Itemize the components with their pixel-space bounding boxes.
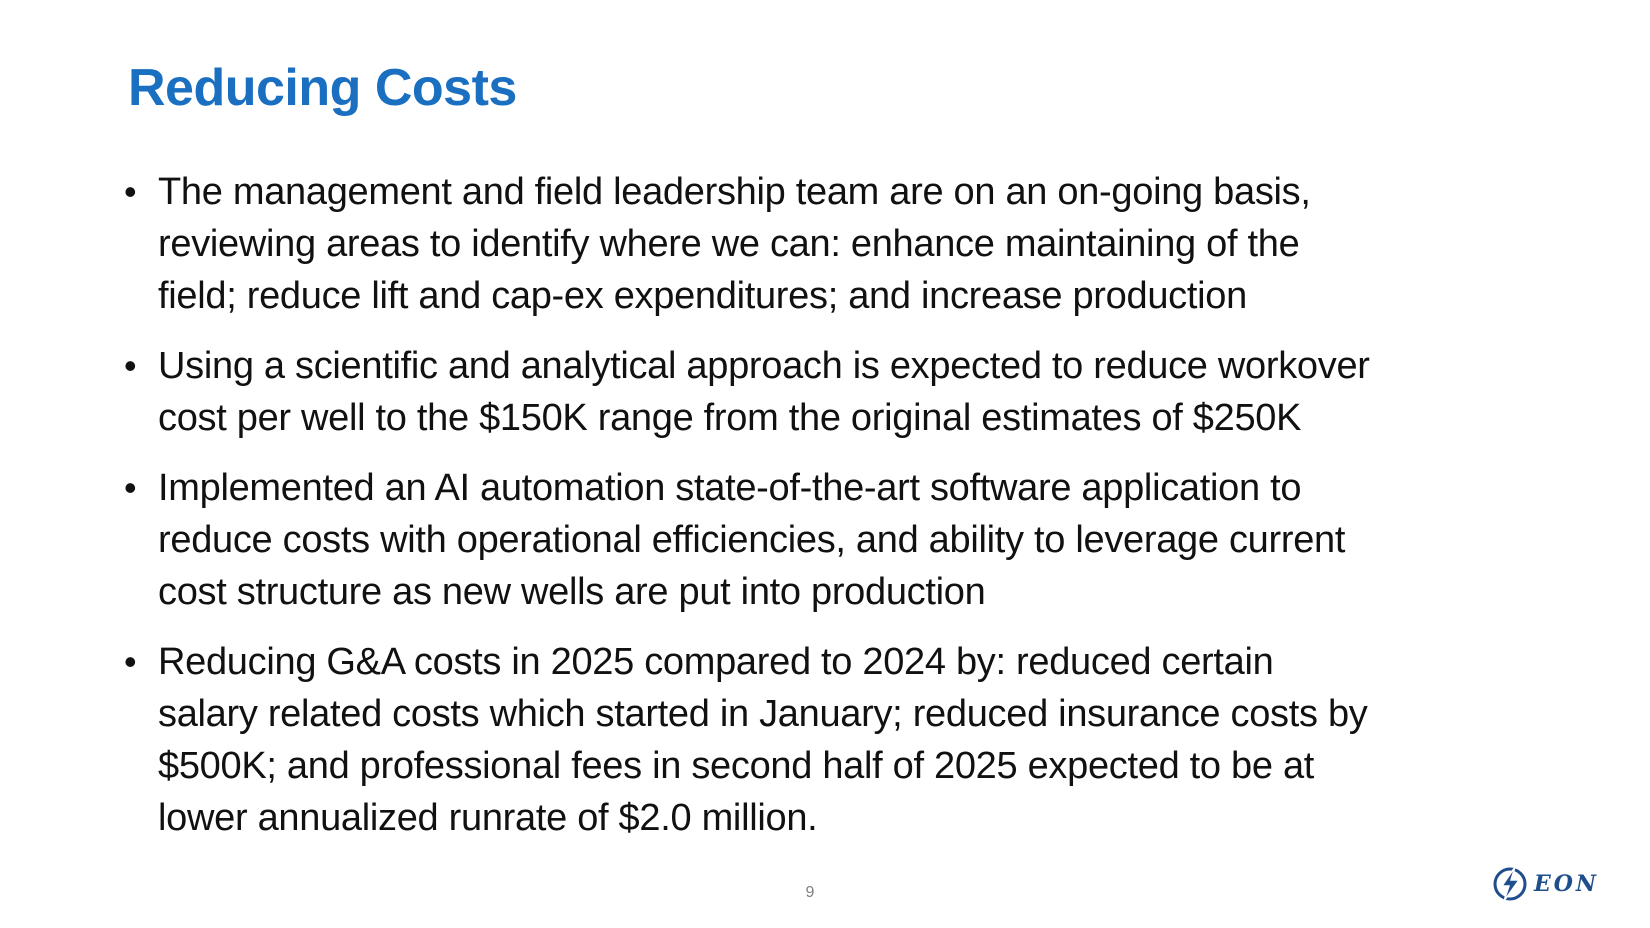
- bullet-line: reduce costs with operational efficiencies, and ability to leverage current: [158, 519, 1346, 561]
- bullet-text: [158, 636, 1614, 844]
- bullet-item: [124, 636, 1614, 844]
- bullet-line: salary related costs which started in January; reduced insurance costs by: [158, 693, 1368, 735]
- bullet-line: reviewing areas to identify where we can: enhance maintaining of the: [158, 223, 1300, 265]
- slide-title: Reducing Costs: [128, 59, 517, 117]
- bullet-text: [158, 166, 1614, 322]
- company-logo: [1490, 860, 1610, 908]
- lightning-bolt-circle-icon: [1490, 864, 1530, 904]
- page-number: 9: [805, 884, 815, 901]
- bullet-text: [158, 340, 1614, 444]
- bullet-item: [124, 340, 1614, 444]
- logo-text: EON: [1534, 871, 1600, 897]
- bullet-marker: •: [124, 641, 137, 682]
- bullet-line: $500K; and professional fees in second half of 2025 expected to be at: [158, 745, 1315, 787]
- bullet-marker: •: [124, 467, 137, 508]
- bullet-line: field; reduce lift and cap-ex expenditures; and increase production: [158, 275, 1247, 317]
- bullet-text: [158, 462, 1614, 618]
- bullet-line: Reducing G&A costs in 2025 compared to 2024 by: reduced certain: [158, 641, 1274, 683]
- bullet-line: lower annualized runrate of $2.0 million.: [158, 797, 818, 839]
- bullet-line: Using a scientific and analytical approach is expected to reduce workover: [158, 345, 1370, 387]
- bullet-marker: •: [124, 171, 137, 212]
- bullet-line: cost structure as new wells are put into production: [158, 571, 986, 613]
- bullet-line: Implemented an AI automation state-of-the-art software application to: [158, 467, 1302, 509]
- bullet-item: [124, 462, 1614, 618]
- bullet-line: cost per well to the $150K range from the original estimates of $250K: [158, 397, 1302, 439]
- bullet-marker: •: [124, 345, 137, 386]
- bullet-item: [124, 166, 1614, 322]
- bullet-line: The management and field leadership team are on an on-going basis,: [158, 171, 1311, 213]
- bullet-list: [124, 166, 1614, 862]
